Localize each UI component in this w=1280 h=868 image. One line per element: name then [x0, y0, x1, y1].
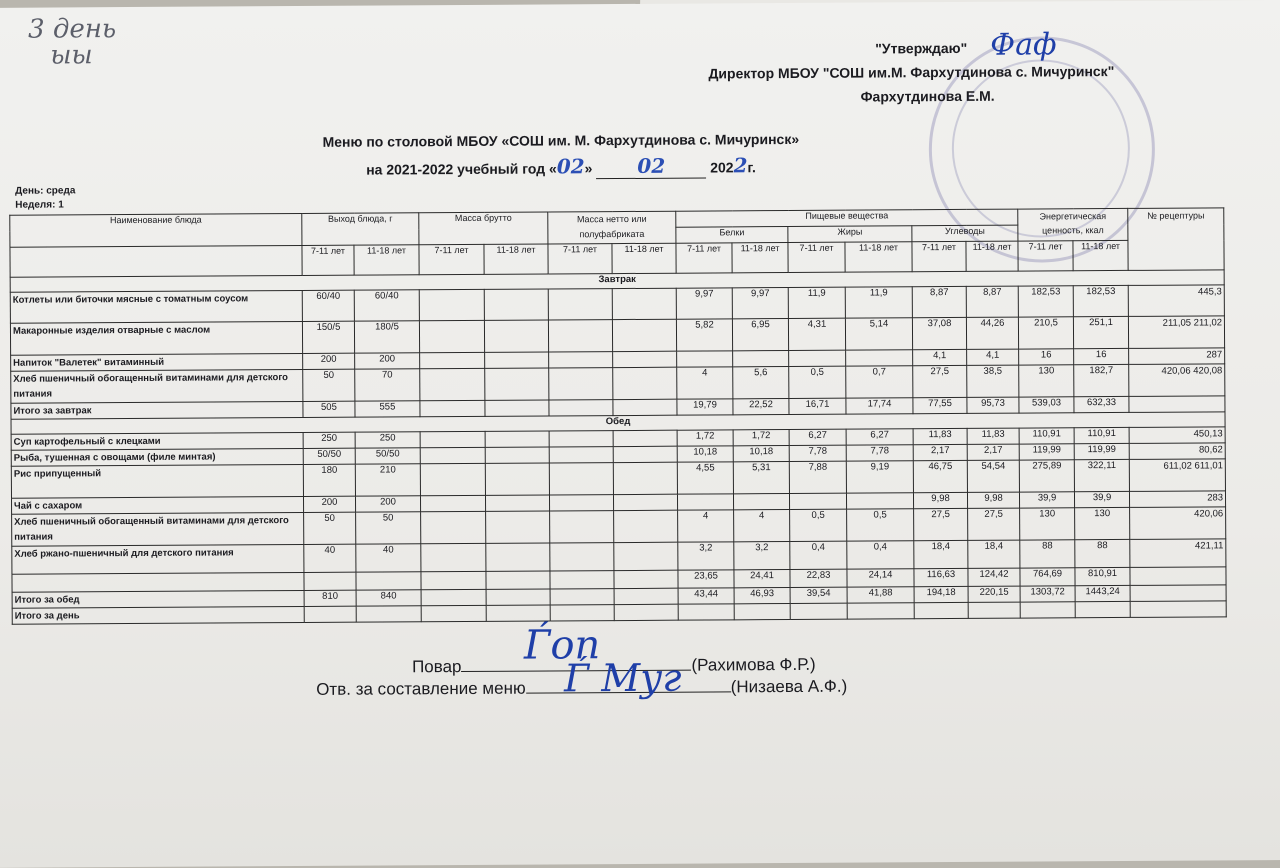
cell-empty — [550, 605, 614, 621]
cell-empty — [485, 400, 549, 416]
cell-f-a: 4,31 — [788, 318, 845, 350]
cell-f-a: 0,5 — [790, 509, 847, 541]
cell-e-b: 322,11 — [1074, 459, 1129, 491]
cell-empty — [548, 320, 612, 352]
recipe-number: 420,06 — [1130, 507, 1226, 540]
cell-e-a — [1020, 602, 1075, 618]
cell-e-b: 16 — [1074, 348, 1129, 364]
cell-out-b: 210 — [355, 464, 420, 496]
cell-e-b: 182,7 — [1074, 364, 1129, 396]
cell-empty — [549, 447, 613, 463]
cell-p-a: 1,72 — [677, 430, 733, 446]
cell-empty — [612, 319, 676, 351]
cell-f-a: 0,4 — [790, 541, 847, 569]
cell-c-a: 2,17 — [913, 444, 967, 460]
header-carbs: Углеводы — [912, 225, 1018, 242]
cell-e-a: 110,91 — [1019, 428, 1074, 444]
cell-p-b: 24,41 — [734, 570, 790, 588]
cell-out-a: 200 — [303, 353, 355, 369]
cell-empty — [550, 511, 614, 543]
cell-empty — [549, 431, 613, 447]
recipe-number: 420,06 420,08 — [1129, 364, 1225, 397]
cell-out-b: 50 — [356, 512, 421, 544]
menu-title-line2: на 2021-2022 учебный год «02» 02 2022г. — [366, 153, 756, 179]
cell-f-b — [846, 350, 913, 366]
recipe-number — [1130, 585, 1226, 602]
dish-name: Итого за день — [12, 606, 304, 624]
cell-p-b: 3,2 — [734, 542, 790, 570]
cell-empty — [485, 463, 549, 495]
recipe-number: 211,05 211,02 — [1128, 316, 1224, 349]
cell-empty — [485, 368, 549, 400]
cell-p-b: 6,95 — [732, 319, 788, 351]
cell-e-b: 130 — [1075, 507, 1130, 539]
cell-empty — [550, 589, 614, 605]
cell-p-b — [733, 351, 789, 367]
recipe-number: 445,3 — [1128, 285, 1224, 317]
header-yield: Выход блюда, г — [302, 213, 419, 246]
cell-c-b: 44,26 — [966, 317, 1018, 349]
cell-p-b: 9,97 — [732, 288, 788, 319]
cell-p-b: 1,72 — [733, 430, 789, 446]
cell-out-a — [304, 606, 356, 622]
handwritten-month: 02 — [637, 153, 666, 178]
cell-e-b: 632,33 — [1074, 396, 1129, 412]
cell-empty — [420, 400, 485, 416]
dish-name: Итого за завтрак — [11, 401, 303, 419]
cell-out-b — [356, 572, 421, 590]
dish-name: Хлеб пшеничный обогащенный витаминами для детского питания — [12, 512, 304, 546]
cell-empty — [548, 289, 612, 320]
cell-empty — [421, 605, 486, 621]
cell-c-a: 9,98 — [914, 492, 968, 508]
cell-p-b: 5,6 — [733, 367, 789, 399]
cell-out-b: 840 — [356, 590, 421, 606]
cell-e-b: 182,53 — [1073, 285, 1128, 316]
recipe-number: 287 — [1129, 348, 1225, 365]
cook-signature: Ѓоп — [523, 622, 601, 669]
cell-empty — [613, 399, 677, 415]
cell-e-a: 275,89 — [1019, 460, 1074, 492]
cell-empty — [613, 462, 677, 494]
cell-p-a: 3,2 — [678, 542, 734, 570]
cell-c-a: 18,4 — [914, 540, 968, 568]
cell-c-b: 4,1 — [967, 349, 1019, 365]
cell-p-b: 4 — [734, 510, 790, 542]
header-dish-name: Наименование блюда — [10, 213, 302, 247]
dish-name: Итого за обед — [12, 590, 304, 608]
cell-e-a: 764,69 — [1020, 568, 1075, 586]
cell-empty — [614, 570, 678, 588]
cell-e-b: 110,91 — [1074, 427, 1129, 443]
header-net-mass: Масса нетто или полуфабриката — [548, 211, 676, 244]
cell-empty — [614, 604, 678, 620]
cell-empty — [613, 430, 677, 446]
cell-e-a: 210,5 — [1018, 317, 1073, 349]
cell-p-b: 10,18 — [733, 446, 789, 462]
cell-empty — [613, 494, 677, 510]
cell-empty — [420, 352, 485, 368]
recipe-number — [1130, 567, 1226, 586]
header-energy: Энергетическая ценность, ккал — [1018, 208, 1128, 241]
dish-name: Котлеты или биточки мясные с томатным соусом — [10, 290, 302, 323]
cell-e-a: 130 — [1020, 508, 1075, 540]
cell-f-a: 7,88 — [789, 461, 846, 493]
cell-p-a: 4 — [678, 510, 734, 542]
cell-c-a: 27,5 — [914, 508, 968, 540]
cell-p-b: 5,31 — [733, 462, 789, 494]
header-proteins: Белки — [676, 227, 788, 244]
dish-name — [12, 572, 304, 592]
cell-c-b: 8,87 — [966, 286, 1018, 317]
cell-empty — [486, 511, 550, 543]
cell-empty — [549, 368, 613, 400]
cell-p-a: 23,65 — [678, 570, 734, 588]
cell-out-a: 810 — [304, 590, 356, 606]
recipe-number: 421,11 — [1130, 539, 1226, 568]
cell-empty — [421, 571, 486, 589]
dish-name: Хлеб ржано-пшеничный для детского питания — [12, 544, 304, 574]
cell-c-a: 8,87 — [912, 286, 966, 317]
cell-p-a: 4 — [677, 367, 733, 399]
week-meta: Неделя: 1 — [15, 199, 64, 211]
cell-empty — [485, 447, 549, 463]
cell-f-b: 0,4 — [847, 541, 914, 569]
cell-p-a: 19,79 — [677, 399, 733, 415]
cell-empty — [486, 571, 550, 589]
recipe-number: 80,62 — [1129, 443, 1225, 460]
handwritten-note-line2: ыы — [50, 40, 93, 71]
cell-c-a — [914, 602, 968, 618]
cell-empty — [485, 431, 549, 447]
cell-c-b: 54,54 — [967, 460, 1019, 492]
cell-empty — [486, 543, 550, 571]
cell-f-a: 6,27 — [789, 429, 846, 445]
cell-empty — [549, 400, 613, 416]
cell-empty — [421, 589, 486, 605]
approve-word: "Утверждаю" — [875, 39, 968, 57]
dish-name: Чай с сахаром — [11, 496, 303, 514]
dish-name: Рыба, тушенная с овощами (филе минтая) — [11, 448, 303, 466]
dish-name: Макаронные изделия отварные с маслом — [10, 321, 302, 355]
cell-c-a: 4,1 — [913, 349, 967, 365]
cell-f-b: 7,78 — [846, 445, 913, 461]
cell-out-b: 180/5 — [354, 321, 419, 353]
header-nutrients: Пищевые вещества — [676, 209, 1018, 227]
cell-f-a — [789, 350, 846, 366]
cell-p-a — [678, 494, 734, 510]
header-fats: Жиры — [788, 226, 912, 243]
cell-c-b: 38,5 — [967, 365, 1019, 397]
director-name: Фархутдинова Е.М. — [860, 87, 995, 105]
cell-p-a — [678, 604, 734, 620]
cell-empty — [419, 320, 484, 352]
cell-out-b: 250 — [355, 432, 420, 448]
cell-e-a: 1303,72 — [1020, 586, 1075, 602]
cell-empty — [550, 571, 614, 589]
cell-c-b: 9,98 — [968, 492, 1020, 508]
cell-empty — [550, 543, 614, 571]
director-signature: Фаф — [990, 27, 1057, 63]
cell-e-a: 16 — [1019, 349, 1074, 365]
cell-empty — [549, 463, 613, 495]
cell-empty — [486, 589, 550, 605]
cell-empty — [419, 289, 484, 320]
cell-empty — [421, 543, 486, 571]
cell-c-b: 27,5 — [968, 508, 1020, 540]
cell-f-b: 11,9 — [845, 287, 912, 318]
cell-f-a: 22,83 — [790, 569, 847, 587]
cell-empty — [550, 495, 614, 511]
recipe-number: 283 — [1130, 491, 1226, 508]
cell-empty — [484, 289, 548, 320]
cell-e-b: 251,1 — [1073, 316, 1128, 348]
cell-f-b: 17,74 — [846, 398, 913, 414]
cell-f-b: 0,5 — [847, 509, 914, 541]
menu-table — [9, 207, 1227, 624]
cell-out-a: 505 — [303, 401, 355, 417]
section-lunch: Обед — [11, 412, 1225, 434]
cell-empty — [420, 431, 485, 447]
cell-c-b: 220,15 — [968, 586, 1020, 602]
cell-c-a: 11,83 — [913, 428, 967, 444]
cell-out-a: 50 — [304, 512, 356, 544]
cell-empty — [614, 588, 678, 604]
cell-empty — [420, 463, 485, 495]
cell-c-b: 2,17 — [967, 444, 1019, 460]
cell-c-a: 46,75 — [913, 460, 967, 492]
cell-e-b: 39,9 — [1075, 491, 1130, 507]
cell-empty — [613, 367, 677, 399]
cell-out-a: 200 — [303, 496, 355, 512]
cell-f-b — [847, 493, 914, 509]
cell-out-b: 200 — [355, 353, 420, 369]
section-breakfast: Завтрак — [10, 270, 1224, 292]
cell-empty — [486, 605, 550, 621]
cell-out-b — [356, 606, 421, 622]
cell-c-a: 77,55 — [913, 397, 967, 413]
cell-p-a — [677, 351, 733, 367]
cell-f-b: 5,14 — [845, 318, 912, 350]
cell-p-a: 4,55 — [677, 462, 733, 494]
cell-p-b: 22,52 — [733, 399, 789, 415]
cell-empty — [614, 510, 678, 542]
cell-e-a: 39,9 — [1020, 492, 1075, 508]
cell-out-a: 60/40 — [302, 290, 354, 321]
recipe-number: 611,02 611,01 — [1129, 459, 1225, 492]
cell-f-a: 7,78 — [789, 445, 846, 461]
cell-e-b: 119,99 — [1074, 443, 1129, 459]
header-recipe-no: № рецептуры — [1128, 208, 1224, 271]
day-meta: День: среда — [15, 185, 76, 197]
cell-f-a: 0,5 — [789, 366, 846, 398]
cell-f-a — [790, 603, 847, 619]
recipe-number — [1129, 396, 1225, 413]
handwritten-year: 2 — [733, 153, 748, 178]
cell-empty — [484, 320, 548, 352]
cell-e-a: 182,53 — [1018, 286, 1073, 317]
cell-e-b: 88 — [1075, 539, 1130, 567]
cell-empty — [485, 495, 549, 511]
cell-p-b — [734, 604, 790, 620]
cell-c-a: 116,63 — [914, 568, 968, 586]
cell-f-b: 41,88 — [847, 587, 914, 603]
director-line: Директор МБОУ "СОШ им.М. Фархутдинова с. Мичуринск" — [708, 63, 1115, 82]
cell-empty — [613, 351, 677, 367]
responsible-signature: Ѓ Муг — [563, 655, 682, 701]
cell-f-a: 11,9 — [788, 287, 845, 318]
cell-f-b: 9,19 — [846, 461, 913, 493]
cell-e-a: 130 — [1019, 365, 1074, 397]
cell-e-a: 119,99 — [1019, 444, 1074, 460]
recipe-number — [1130, 601, 1226, 618]
header-gross-mass: Масса брутто — [419, 212, 548, 245]
cell-empty — [421, 511, 486, 543]
cell-out-b: 70 — [355, 369, 420, 401]
handwritten-note-line1: 3 день — [28, 14, 117, 45]
cell-c-b: 95,73 — [967, 397, 1019, 413]
cell-out-a: 150/5 — [302, 321, 354, 353]
cell-empty — [420, 368, 485, 400]
cell-out-a: 250 — [303, 432, 355, 448]
cell-c-b: 124,42 — [968, 568, 1020, 586]
cell-p-a: 5,82 — [676, 319, 732, 351]
cell-f-a: 39,54 — [790, 587, 847, 603]
cell-empty — [485, 352, 549, 368]
cell-out-b: 60/40 — [354, 290, 419, 321]
cell-f-b: 6,27 — [846, 429, 913, 445]
cell-e-a: 539,03 — [1019, 397, 1074, 413]
cell-empty — [612, 288, 676, 319]
cell-out-b: 555 — [355, 401, 420, 417]
cook-signature-line: Повар (Рахимова Ф.Р.) — [411, 654, 816, 677]
cell-e-a: 88 — [1020, 540, 1075, 568]
dish-name: Хлеб пшеничный обогащенный витаминами для детского питания — [11, 369, 303, 403]
cell-c-b — [968, 602, 1020, 618]
cell-c-b: 11,83 — [967, 428, 1019, 444]
cell-empty — [613, 446, 677, 462]
cell-out-a: 50 — [303, 369, 355, 401]
dish-name: Рис припущенный — [11, 464, 303, 498]
cell-p-a: 9,97 — [676, 288, 732, 319]
cell-p-b: 46,93 — [734, 588, 790, 604]
cell-f-a — [790, 493, 847, 509]
age-header-row: 7-11 лет 11-18 лет 7-11 лет 11-18 лет 7-11 лет 11-18 лет 7-11 лет 11-18 лет 7-11 лет 11-18 лет 7-11 лет 11-18 лет 7-11 лет 11-18 лет — [10, 240, 1224, 277]
cell-out-a — [304, 572, 356, 590]
cell-empty — [549, 352, 613, 368]
dish-name: Напиток "Валетек" витаминный — [11, 353, 303, 371]
cell-out-a: 40 — [304, 544, 356, 572]
cell-empty — [420, 495, 485, 511]
cell-f-b: 0,7 — [846, 366, 913, 398]
dish-name: Суп картофельный с клецками — [11, 432, 303, 450]
cell-c-a: 27,5 — [913, 365, 967, 397]
cell-empty — [614, 542, 678, 570]
cell-e-b: 1443,24 — [1075, 585, 1130, 601]
cell-empty — [420, 447, 485, 463]
cell-out-b: 40 — [356, 544, 421, 572]
cell-c-a: 194,18 — [914, 586, 968, 602]
cell-c-a: 37,08 — [912, 317, 966, 349]
recipe-number: 450,13 — [1129, 427, 1225, 444]
cell-out-b: 50/50 — [355, 448, 420, 464]
cell-e-b: 810,91 — [1075, 567, 1130, 585]
cell-out-a: 180 — [303, 464, 355, 496]
cell-out-a: 50/50 — [303, 448, 355, 464]
menu-title-line1: Меню по столовой МБОУ «СОШ им. М. Фархутдинова с. Мичуринск» — [322, 130, 800, 150]
cell-c-b: 18,4 — [968, 540, 1020, 568]
cell-e-b — [1075, 601, 1130, 617]
cell-p-b — [734, 494, 790, 510]
handwritten-day: 02 — [556, 154, 585, 179]
cell-f-b — [847, 603, 914, 619]
cell-p-a: 43,44 — [678, 588, 734, 604]
cell-out-b: 200 — [355, 496, 420, 512]
cell-p-a: 10,18 — [677, 446, 733, 462]
responsible-signature-line: Отв. за составление меню (Низаева А.Ф.) — [316, 676, 848, 699]
cell-f-b: 24,14 — [847, 569, 914, 587]
cell-f-a: 16,71 — [789, 398, 846, 414]
